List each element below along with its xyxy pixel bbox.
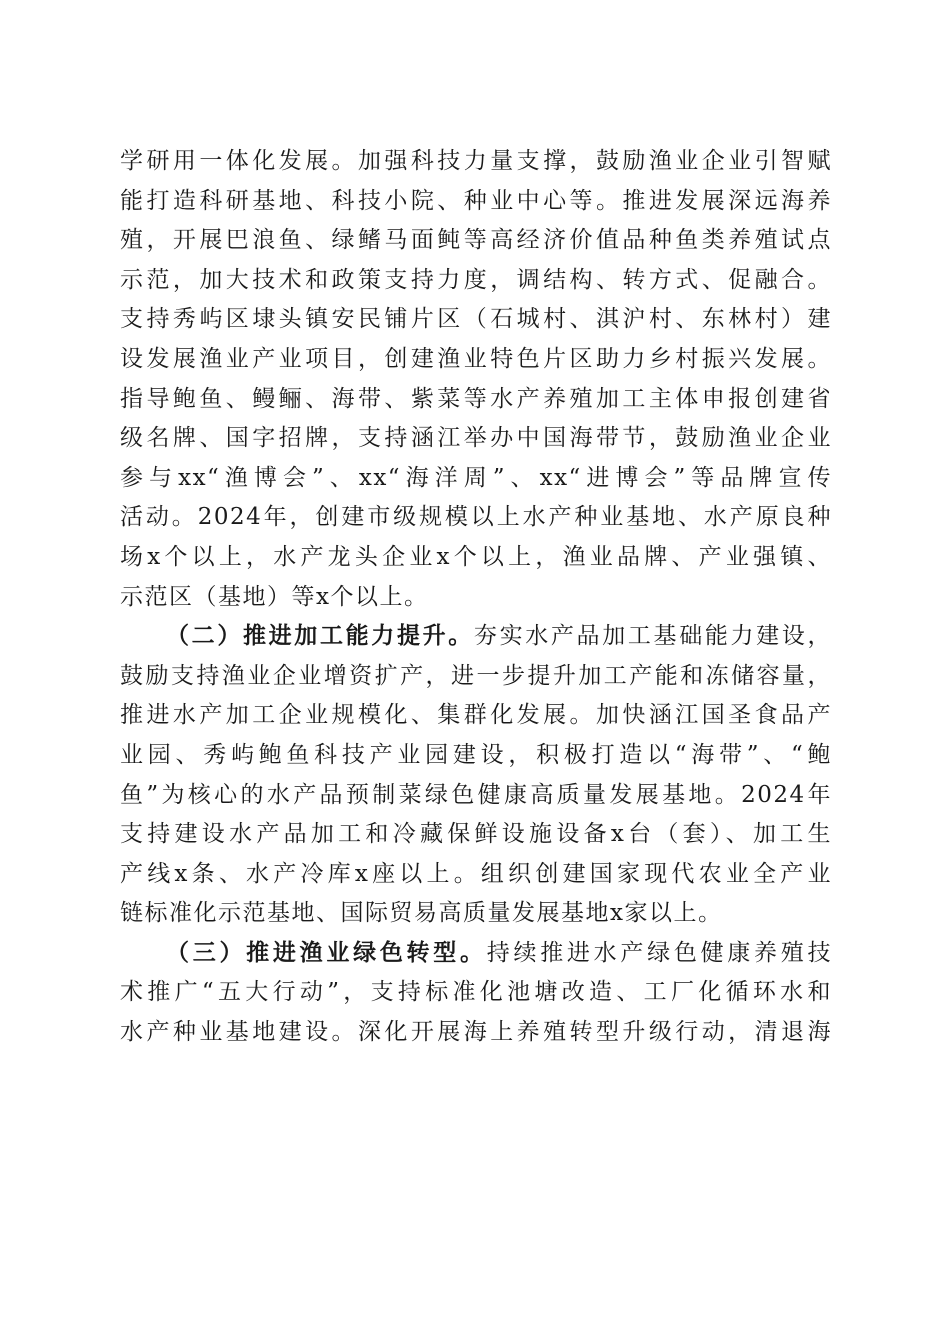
text-line: 鼓励支持渔业企业增资扩产，进一步提升加工产能和冻储容量， [120, 662, 832, 689]
paragraph-first-line [120, 934, 832, 974]
section-heading: （三）推进渔业绿色转型。 [166, 939, 487, 966]
text-line: 产线x条、水产冷库x座以上。组织创建国家现代农业全产业 [120, 860, 832, 887]
text-line: 支持秀屿区埭头镇安民铺片区（石城村、淇沪村、东林村）建 [120, 306, 832, 333]
document-page [120, 142, 832, 1053]
paragraph-3 [120, 934, 832, 1053]
text-line: 学研用一体化发展。加强科技力量支撑，鼓励渔业企业引智赋 [120, 148, 832, 174]
text-line: 设发展渔业产业项目，创建渔业特色片区助力乡村振兴发展。 [120, 345, 832, 372]
text-line: 业园、秀屿鲍鱼科技产业园建设，积极打造以“海带”、“鲍 [120, 741, 832, 768]
paragraph-1 [120, 142, 832, 617]
paragraph-2 [120, 617, 832, 934]
text-line: 支持建设水产品加工和冷藏保鲜设施设备x台（套）、加工生 [120, 821, 832, 848]
text-line: 链标准化示范基地、国际贸易高质量发展基地x家以上。 [120, 900, 723, 927]
paragraph-first-line [120, 617, 832, 657]
text-line: 鱼”为核心的水产品预制菜绿色健康高质量发展基地。2024年 [120, 781, 832, 808]
text-line: 场x个以上，水产龙头企业x个以上，渔业品牌、产业强镇、 [120, 543, 832, 570]
text-line: 指导鲍鱼、鳗鲡、海带、紫菜等水产养殖加工主体申报创建省 [120, 385, 832, 412]
section-heading: （二）推进加工能力提升。 [166, 623, 474, 650]
text-line: 级名牌、国字招牌，支持涵江举办中国海带节，鼓励渔业企业 [120, 425, 832, 452]
text-line: 殖，开展巴浪鱼、绿鳍马面鲀等高经济价值品种鱼类养殖试点 [120, 227, 832, 254]
text-line: 参与xx“渔博会”、xx“海洋周”、xx“进博会”等品牌宣传 [120, 464, 832, 491]
text-line: 能打造科研基地、科技小院、种业中心等。推进发展深远海养 [120, 187, 832, 214]
text-run: 夯实水产品加工基础能力建设， [473, 623, 833, 650]
text-line: 推进水产加工企业规模化、集群化发展。加快涵江国圣食品产 [120, 702, 832, 729]
text-line: 水产种业基地建设。深化开展海上养殖转型升级行动，清退海 [120, 1019, 832, 1046]
text-line: 术推广“五大行动”，支持标准化池塘改造、工厂化循环水和 [120, 979, 832, 1006]
text-line: 示范区（基地）等x个以上。 [120, 583, 429, 610]
text-line: 活动。2024年，创建市级规模以上水产种业基地、水产原良种 [120, 504, 832, 531]
text-line: 示范，加大技术和政策支持力度，调结构、转方式、促融合。 [120, 266, 832, 293]
text-run: 持续推进水产绿色健康养殖技 [486, 939, 833, 966]
